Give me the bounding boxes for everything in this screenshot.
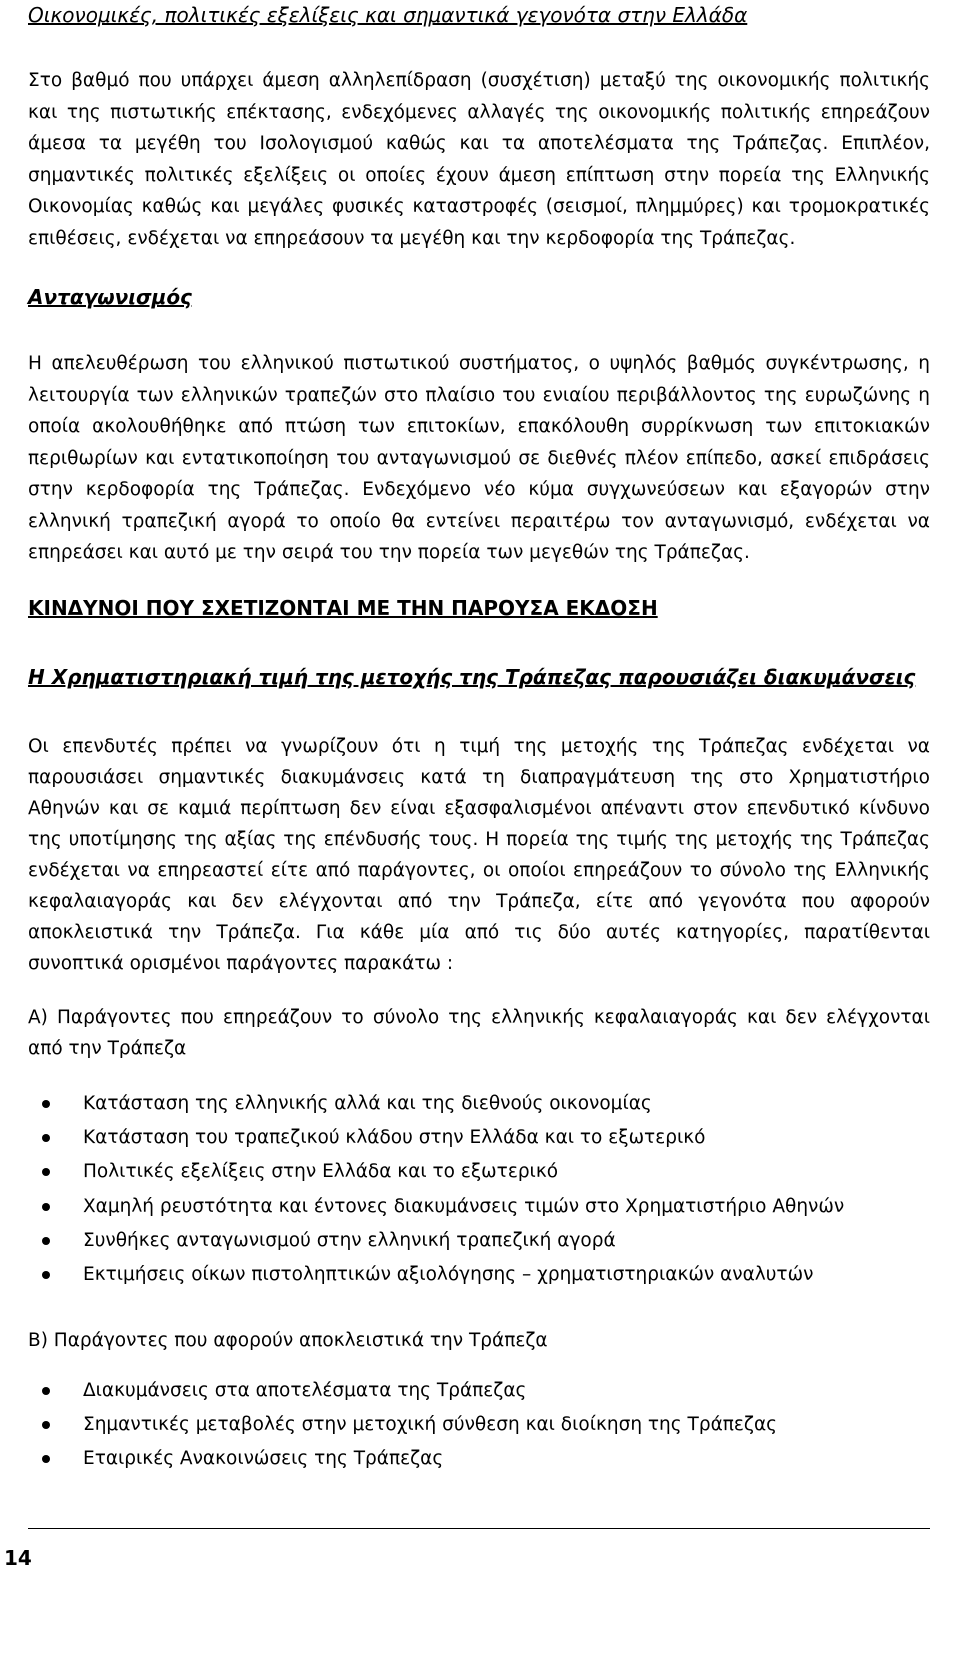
- section-b-title: Β) Παράγοντες που αφορούν αποκλειστικά την Τράπεζα: [28, 1330, 548, 1351]
- list-item-text: Χαμηλή ρευστότητα και έντονες διακυμάνσεις τιμών στο Χρηματιστήριο Αθηνών: [83, 1195, 845, 1217]
- section-a-list: [28, 1087, 930, 1292]
- list-item: [28, 1408, 930, 1442]
- list-item-text: Σημαντικές μεταβολές στην μετοχική σύνθεση και διοίκηση της Τράπεζας: [83, 1414, 778, 1436]
- bullet-icon: [42, 1455, 50, 1463]
- list-item-text: Διακυμάνσεις στα αποτελέσματα της Τράπεζας: [83, 1380, 527, 1401]
- list-item-text: Εταιρικές Ανακοινώσεις της Τράπεζας: [83, 1448, 444, 1470]
- footer-divider: [28, 1528, 930, 1529]
- paragraph-share-price: Οι επενδυτές πρέπει να γνωρίζουν ότι η τιμή της μετοχής της Τράπεζας ενδέχεται να παρουσιάσει σημαντικές διακυμάνσεις κατά τη διαπραγμάτευση της στο Χρηματιστήριο Αθηνών και σε καμιά περίπτωση δεν είναι εξασφαλισμένοι απέναντι στον επενδυτικό κίνδυνο της υποτίμησης της αξίας της επένδυσής τους. Η πορεία της τιμής της μετοχής της Τράπεζας ενδέχεται να επηρεαστεί είτε από παράγοντες, οι οποίοι επηρεάζουν το σύνολο της Ελληνικής κεφαλαιαγοράς και δεν ελέγχονται από την Τράπεζα, είτε από γεγονότα που αφορούν αποκλειστικά την Τράπεζα. Για κάθε μία από τις δύο αυτές κατηγορίες, παρατίθενται συνοπτικά ορισμένοι παράγοντες παρακάτω :: [28, 736, 930, 974]
- list-item-text: Κατάσταση του τραπεζικού κλάδου στην Ελλάδα και το εξωτερικό: [83, 1127, 706, 1149]
- bullet-icon: [42, 1421, 50, 1429]
- paragraph-competition: Η απελευθέρωση του ελληνικού πιστωτικού συστήματος, ο υψηλός βαθμός συγκέντρωσης, η λειτουργία των ελληνικών τραπεζών στο πλαίσιο του ενιαίου περιβάλλοντος της ευρωζώνης η οποία ακολουθήθηκε από πτώση των επιτοκίων, επακόλουθη συρρίκνωση των επιτοκιακών περιθωρίων και εντατικοποίηση του ανταγωνισμού σε διεθνές πλέον επίπεδο, ασκεί επιδράσεις στην κερδοφορία της Τράπεζας. Ενδεχόμενο νέο κύμα συγχωνεύσεων και εξαγορών στην ελληνική τραπεζική αγορά το οποίο θα εντείνει περαιτέρω τον ανταγωνισμό, ενδέχεται να επηρεάσει και αυτό με την σειρά του την πορεία των μεγεθών της Τράπεζας.: [28, 353, 930, 563]
- bullet-icon: [42, 1387, 50, 1395]
- section-heading-issue-risks: ΚΙΝΔΥΝΟΙ ΠΟΥ ΣΧΕΤΙΖΟΝΤΑΙ ΜΕ ΤΗΝ ΠΑΡΟΥΣΑ ΕΚΔΟΣΗ: [28, 596, 658, 620]
- bullet-icon: [42, 1100, 50, 1108]
- list-item: [28, 1258, 930, 1292]
- list-item: [28, 1087, 930, 1121]
- list-item: [28, 1155, 930, 1189]
- list-item-text: Κατάσταση της ελληνικής αλλά και της διεθνούς οικονομίας: [83, 1093, 652, 1114]
- bullet-icon: [42, 1271, 50, 1279]
- bullet-icon: [42, 1203, 50, 1211]
- list-item: [28, 1374, 930, 1408]
- section-heading-economic-political: Οικονομικές, πολιτικές εξελίξεις και σημαντικά γεγονότα στην Ελλάδα: [28, 3, 748, 27]
- bullet-icon: [42, 1237, 50, 1245]
- subsection-heading-share-price: Η Χρηματιστηριακή τιμή της μετοχής της Τράπεζας παρουσιάζει διακυμάνσεις: [28, 665, 916, 689]
- list-item-text: Συνθήκες ανταγωνισμού στην ελληνική τραπεζική αγορά: [83, 1229, 616, 1251]
- section-a-title: Α) Παράγοντες που επηρεάζουν το σύνολο της ελληνικής κεφαλαιαγοράς και δεν ελέγχονται από την Τράπεζα: [28, 1007, 930, 1059]
- page-number: 14: [4, 1546, 32, 1570]
- section-b-list: [28, 1374, 930, 1477]
- section-heading-competition: Ανταγωνισμός: [28, 285, 192, 309]
- list-item: [28, 1224, 930, 1258]
- list-item-text: Πολιτικές εξελίξεις στην Ελλάδα και το εξωτερικό: [83, 1161, 559, 1183]
- list-item-text: Εκτιμήσεις οίκων πιστοληπτικών αξιολόγησης – χρηματιστηριακών αναλυτών: [83, 1264, 814, 1286]
- bullet-icon: [42, 1134, 50, 1142]
- list-item: [28, 1121, 930, 1155]
- list-item: [28, 1190, 930, 1224]
- paragraph-economic-political: Στο βαθμό που υπάρχει άμεση αλληλεπίδραση (συσχέτιση) μεταξύ της οικονομικής πολιτικής και της πιστωτικής επέκτασης, ενδεχόμενες αλλαγές της οικονομικής πολιτικής επηρεάζουν άμεσα τα μεγέθη του Ισολογισμού καθώς και τα αποτελέσματα της Τράπεζας. Επιπλέον, σημαντικές πολιτικές εξελίξεις οι οποίες έχουν άμεση επίπτωση στην πορεία της Ελληνικής Οικονομίας καθώς και μεγάλες φυσικές καταστροφές (σεισμοί, πλημμύρες) και τρομοκρατικές επιθέσεις, ενδέχεται να επηρεάσουν τα μεγέθη και την κερδοφορία της Τράπεζας.: [28, 70, 930, 249]
- list-item: [28, 1442, 930, 1476]
- bullet-icon: [42, 1168, 50, 1176]
